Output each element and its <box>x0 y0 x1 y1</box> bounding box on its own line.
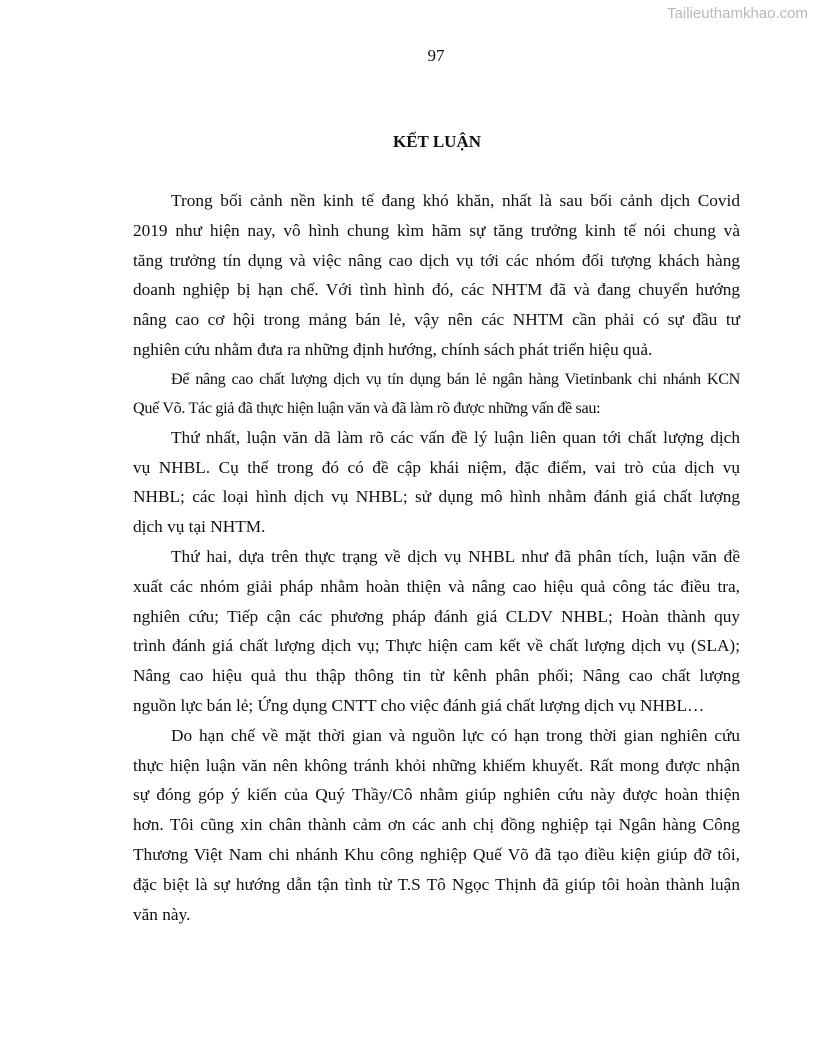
text-line: Thứ hai, dựa trên thực trạng về dịch vụ NHBL như đã phân tích, luận văn đề <box>171 546 740 566</box>
text-line: Để nâng cao chất lượng dịch vụ tín dụng bán lẻ ngân hàng Vietinbank chi nhánh KCN <box>171 369 740 388</box>
text-line: trình đánh giá chất lượng dịch vụ; Thực hiện cam kết về chất lượng dịch vụ (SLA); <box>133 636 740 656</box>
text-line: 2019 như hiện nay, vô hình chung kìm hãm sự tăng trưởng kinh tế nói chung và <box>133 220 740 240</box>
text-line: vụ NHBL. Cụ thể trong đó có đề cập khái niệm, đặc điểm, vai trò của dịch vụ <box>133 457 740 477</box>
text-line: Trong bối cảnh nền kinh tế đang khó khăn, nhất là sau bối cảnh dịch Covid <box>171 191 740 210</box>
paragraph <box>133 542 740 721</box>
section-title: KẾT LUẬN <box>392 132 481 151</box>
paragraph <box>133 186 740 365</box>
text-line: tăng trưởng tín dụng và việc nâng cao dịch vụ tới các nhóm đối tượng khách hàng <box>133 250 740 270</box>
text-line: nguồn lực bán lẻ; Ứng dụng CNTT cho việc đánh giá chất lượng dịch vụ NHBL… <box>133 695 705 715</box>
text-line: xuất các nhóm giải pháp nhằm hoàn thiện và nâng cao hiệu quả công tác điều tra, <box>133 576 740 596</box>
text-line: nâng cao cơ hội trong mảng bán lẻ, vậy nên các NHTM cần phải có sự đầu tư <box>133 310 740 330</box>
paragraph <box>133 423 740 542</box>
text-line: doanh nghiệp bị hạn chế. Với tình hình đó, các NHTM đã và đang chuyển hướng <box>133 280 740 300</box>
document-body <box>133 186 740 929</box>
paragraph <box>133 365 740 423</box>
watermark: Tailieuthamkhao.com <box>667 5 808 22</box>
text-line: Do hạn chế về mặt thời gian và nguồn lực có hạn trong thời gian nghiên cứu <box>171 725 740 745</box>
paragraph <box>133 721 740 930</box>
text-line: sự đóng góp ý kiến của Quý Thầy/Cô nhằm giúp nghiên cứu này được hoàn thiện <box>133 785 740 805</box>
text-line: nghiên cứu nhằm đưa ra những định hướng, chính sách phát triển hiệu quả. <box>133 339 653 359</box>
text-line: Quế Võ. Tác giả đã thực hiện luận văn và đã làm rõ được những vấn đề sau: <box>133 398 601 417</box>
text-line: NHBL; các loại hình dịch vụ NHBL; sử dụng mô hình nhằm đánh giá chất lượng <box>133 487 740 507</box>
text-line: thực hiện luận văn nên không tránh khỏi những khiếm khuyết. Rất mong được nhận <box>133 755 740 775</box>
text-line: hơn. Tôi cũng xin chân thành cảm ơn các anh chị đồng nghiệp tại Ngân hàng Công <box>133 815 740 835</box>
text-line: nghiên cứu; Tiếp cận các phương pháp đánh giá CLDV NHBL; Hoàn thành quy <box>133 606 740 626</box>
text-line: Nâng cao hiệu quả thu thập thông tin từ kênh phân phối; Nâng cao chất lượng <box>133 666 740 686</box>
text-line: văn này. <box>133 904 191 924</box>
text-line: Thứ nhất, luận văn dã làm rõ các vấn đề lý luận liên quan tới chất lượng dịch <box>171 427 740 447</box>
text-line: đặc biệt là sự hướng dẫn tận tình từ T.S Tô Ngọc Thịnh đã giúp tôi hoàn thành luận <box>133 874 740 894</box>
page-number: 97 <box>427 46 445 65</box>
text-line: Thương Việt Nam chi nhánh Khu công nghiệp Quế Võ đã tạo điều kiện giúp đỡ tôi, <box>133 844 740 864</box>
text-line: dịch vụ tại NHTM. <box>133 517 266 537</box>
